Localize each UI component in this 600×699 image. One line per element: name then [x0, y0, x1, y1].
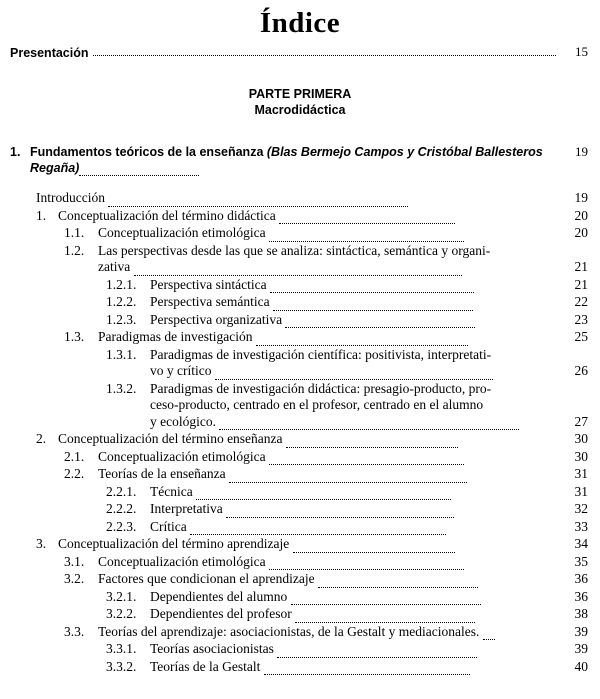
entry-page: 38: [574, 606, 588, 621]
entry-text: [150, 381, 588, 431]
entry-text: [150, 501, 554, 518]
entry-label: Dependientes del alumno: [150, 588, 288, 604]
dot-leader: [277, 647, 477, 658]
entry-number: 2.: [36, 431, 47, 446]
entry-text: [150, 294, 554, 311]
dot-leader: [293, 542, 455, 553]
entry-number: 1.3.: [64, 329, 85, 344]
entry-text: [98, 225, 554, 242]
entry-page: 31: [574, 466, 588, 481]
dot-leader: [264, 664, 470, 675]
dot-leader: [229, 472, 467, 483]
entry-text: [98, 466, 554, 483]
entry-page: 31: [574, 483, 588, 499]
entry-number: 1.3.1.: [106, 346, 137, 362]
dot-leader: [190, 524, 446, 535]
entry-label: Conceptualización del término didáctica: [58, 207, 276, 223]
entry-label-cont: zativa: [98, 259, 131, 274]
entry-label: Conceptualización etimológica: [98, 448, 266, 464]
toc-entry-1-2-1: [106, 277, 588, 294]
dot-leader: [108, 196, 408, 207]
entry-number: 2.2.3.: [106, 518, 137, 534]
entry-number: 1.3.2.: [106, 380, 137, 396]
entry-number: 3.2.: [64, 571, 85, 586]
entry-text: [58, 431, 554, 448]
dot-leader: [295, 612, 475, 623]
entry-page: 40: [574, 658, 588, 674]
entry-number: 2.2.1.: [106, 483, 137, 499]
toc-entry-3: [36, 536, 588, 553]
entry-page: 33: [574, 518, 588, 534]
toc-entry-introduccion: [36, 190, 588, 207]
entry-label-wrap: [98, 259, 554, 276]
dot-leader: [226, 507, 454, 518]
dot-leader: [291, 594, 481, 605]
toc-entry-2-2-3: [106, 519, 588, 536]
entry-page: 32: [574, 501, 588, 516]
entry-text: [150, 312, 554, 329]
entry-text: [98, 243, 588, 276]
part-heading-line2: Macrodidáctica: [254, 103, 346, 117]
toc-entry-1-3-1: [106, 347, 588, 380]
entry-text: [58, 536, 554, 553]
entry-text: [98, 554, 554, 571]
toc-entry-1-3-2: [106, 381, 588, 431]
entry-page: 20: [574, 207, 588, 223]
entry-page: 21: [574, 259, 588, 274]
entry-label: Crítica: [150, 518, 187, 534]
entry-number: 2.2.: [64, 466, 85, 481]
toc-entry-3-3: [64, 624, 588, 641]
presentation-page: 15: [575, 44, 588, 59]
entry-label: Teorías asociacionistas: [150, 641, 274, 656]
entry-text: [150, 519, 554, 536]
dot-leader: [269, 231, 464, 242]
dot-leader: [196, 489, 451, 500]
entry-number: 1.2.: [64, 242, 85, 258]
part-heading-line1: PARTE PRIMERA: [248, 87, 352, 101]
entry-label: Dependientes del profesor: [150, 606, 292, 621]
entry-label: Interpretativa: [150, 501, 223, 516]
entry-label-cont2: y ecológico.: [150, 413, 216, 429]
dot-leader: [318, 577, 478, 588]
dot-leader: [273, 300, 473, 311]
dot-leader: [256, 335, 468, 346]
entry-page: 34: [574, 536, 588, 551]
page-title: Índice: [259, 7, 341, 39]
toc-entry-3-3-1: [106, 641, 588, 658]
entry-number: 3.2.2.: [106, 606, 137, 621]
entry-line: [150, 397, 588, 414]
dot-leader: [79, 166, 199, 176]
entry-label: Conceptualización etimológica: [98, 553, 266, 569]
entry-page: 20: [574, 225, 588, 240]
toc-list: [0, 144, 600, 675]
entry-number: 3.3.: [64, 623, 85, 639]
chapter-number: 1.: [10, 145, 21, 159]
entry-text: [98, 571, 554, 588]
part-heading: [0, 86, 600, 118]
toc-entry-1-2: [64, 243, 588, 276]
entry-line: [150, 363, 588, 380]
entry-label: Teorías del aprendizaje: asociacionistas, de la Gestalt y mediacionales.: [98, 623, 480, 639]
toc-entry-1-2-2: [106, 294, 588, 311]
dot-leader: [270, 282, 474, 293]
entry-text: [150, 277, 554, 294]
entry-text: [36, 190, 554, 207]
entry-page: 30: [574, 431, 588, 446]
chapter-title: Fundamentos teóricos de la enseñanza: [30, 145, 264, 159]
entry-page: 39: [574, 623, 588, 639]
entry-number: 3.3.2.: [106, 658, 137, 674]
entry-label-cont: ceso-producto, centrado en el profesor, centrado en el alumno: [150, 397, 484, 412]
entry-number: 3.2.1.: [106, 588, 137, 604]
entry-label: Paradigmas de investigación didáctica: presagio-producto, pro-: [150, 380, 492, 396]
entry-number: 2.2.2.: [106, 501, 137, 516]
entry-number: 1.2.3.: [106, 311, 137, 327]
entry-label: Conceptualización del término enseñanza: [58, 431, 283, 446]
entry-page: 35: [574, 553, 588, 569]
entry-text: [98, 624, 554, 641]
entry-label: Paradigmas de investigación: [98, 329, 253, 344]
entry-label: Teorías de la Gestalt: [150, 658, 261, 674]
toc-entry-1-2-3: [106, 312, 588, 329]
entry-text: [58, 208, 554, 225]
toc-entry-1-3: [64, 329, 588, 346]
entry-line: [98, 243, 588, 260]
toc-entry-1: [36, 208, 588, 225]
entry-page: 26: [574, 363, 588, 378]
entry-text: [150, 484, 554, 501]
entry-label: Factores que condicionan el aprendizaje: [98, 571, 315, 586]
entry-label: Perspectiva organizativa: [150, 311, 283, 327]
chapter-authors: (Blas Bermejo Campos y Cristóbal Ballesteros Regaña): [30, 145, 543, 175]
entry-page: 21: [574, 276, 588, 292]
entry-line: [98, 259, 588, 276]
dot-leader: [483, 629, 495, 640]
dot-leader: [215, 369, 493, 380]
presentation-entry: [0, 44, 600, 60]
entry-page: 25: [574, 329, 588, 344]
entry-label: Teorías de la enseñanza: [98, 466, 226, 481]
entry-label: Introducción: [36, 190, 105, 205]
entry-label: Las perspectivas desde las que se analiza: sintáctica, semántica y organi-: [98, 242, 491, 258]
presentation-label: Presentación: [10, 46, 89, 60]
entry-label-cont: vo y crítico: [150, 363, 212, 378]
entry-page: 22: [574, 294, 588, 309]
toc-entry-3-3-2: [106, 659, 588, 676]
entry-text: [150, 606, 554, 623]
toc-entry-1-1: [64, 225, 588, 242]
entry-number: 1.2.2.: [106, 294, 137, 309]
toc-entry-3-1: [64, 554, 588, 571]
entry-label-wrap: [150, 363, 554, 380]
entry-label: Perspectiva semántica: [150, 294, 270, 309]
entry-line: [150, 414, 588, 431]
entry-page: 19: [574, 190, 588, 205]
entry-page: 36: [574, 588, 588, 604]
entry-text: [150, 659, 554, 676]
toc-entry-3-2-2: [106, 606, 588, 623]
toc-entry-2-2: [64, 466, 588, 483]
entry-line: [150, 347, 588, 364]
dot-leader: [134, 265, 462, 276]
entry-number: 2.1.: [64, 448, 85, 464]
entry-line: [150, 381, 588, 398]
chapter-page: 19: [575, 144, 588, 159]
entry-text: [98, 329, 554, 346]
entry-label-wrap: [150, 414, 554, 431]
entry-number: 3.3.1.: [106, 641, 137, 656]
entry-label: Conceptualización etimológica: [98, 225, 266, 240]
dot-leader: [279, 213, 455, 224]
entry-page: 36: [574, 571, 588, 586]
entry-label: Conceptualización del término aprendizaje: [58, 536, 290, 551]
toc-entry-2: [36, 431, 588, 448]
toc-entry-2-2-2: [106, 501, 588, 518]
entry-number: 1.: [36, 207, 47, 223]
entry-number: 1.1.: [64, 225, 85, 240]
dot-leader: [269, 559, 464, 570]
dot-leader: [285, 317, 475, 328]
toc-entry-3-2-1: [106, 589, 588, 606]
toc-entry-3-2: [64, 571, 588, 588]
entry-label: Técnica: [150, 483, 193, 499]
toc-entry-2-1: [64, 449, 588, 466]
dot-leader: [93, 54, 556, 56]
entry-text: [98, 449, 554, 466]
entry-page: 23: [574, 311, 588, 327]
toc-page: [0, 6, 600, 699]
entry-page: 30: [574, 448, 588, 464]
entry-text: [150, 347, 588, 380]
entry-number: 1.2.1.: [106, 276, 137, 292]
dot-leader: [269, 454, 464, 465]
toc-entry-2-2-1: [106, 484, 588, 501]
dot-leader: [286, 437, 458, 448]
entry-page: 27: [574, 413, 588, 429]
entry-text: [150, 589, 554, 606]
entry-number: 3.1.: [64, 553, 85, 569]
entry-label: Paradigmas de investigación científica: positivista, interpretati-: [150, 346, 492, 362]
entry-page: 39: [574, 641, 588, 656]
entry-text: [150, 641, 554, 658]
chapter-text: [30, 144, 554, 176]
chapter-entry: [10, 144, 588, 176]
dot-leader: [219, 419, 519, 430]
entry-label: Perspectiva sintáctica: [150, 276, 267, 292]
entry-number: 3.: [36, 536, 47, 551]
